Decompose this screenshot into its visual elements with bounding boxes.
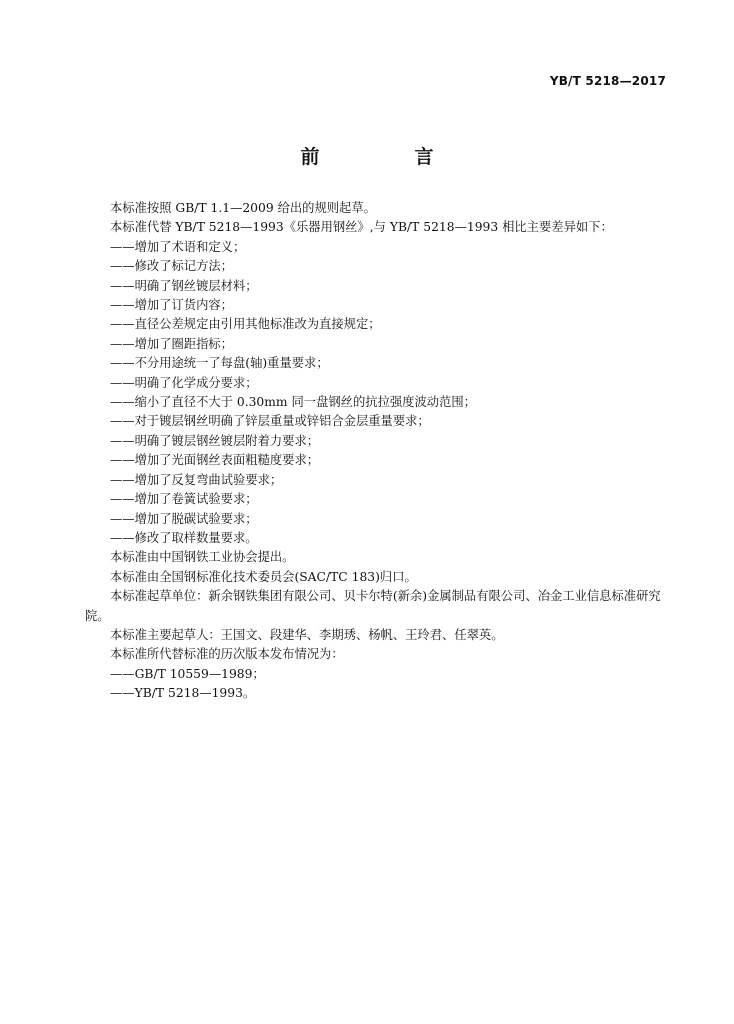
history-item: ——YB/T 5218—1993。: [110, 686, 256, 701]
change-item: ——修改了取样数量要求。: [110, 530, 258, 545]
change-item: ——增加了术语和定义；: [110, 239, 246, 254]
history-list: [85, 665, 667, 704]
change-item: ——不分用途统一了每盘(轴)重量要求；: [110, 356, 329, 371]
paragraph-history-intro: 本标准所代替标准的历次版本发布情况为：: [110, 647, 344, 662]
change-item: ——直径公差规定由引用其他标准改为直接规定；: [110, 317, 381, 332]
change-item: ——增加了反复弯曲试验要求；: [110, 472, 283, 487]
paragraph-drafting-units: 本标准起草单位：新余钢铁集团有限公司、贝卡尔特(新余)金属制品有限公司、冶金工业信息标准研究院。: [85, 589, 661, 623]
paragraph-drafters: 本标准主要起草人：王国文、段建华、李期琇、杨帆、王玲君、任翠英。: [110, 627, 504, 642]
change-item: ——增加了圈距指标；: [110, 336, 233, 351]
paragraph-replacement: 本标准代替 YB/T 5218—1993《乐器用钢丝》,与 YB/T 5218—1993 相比主要差异如下：: [110, 220, 613, 235]
change-item: ——明确了化学成分要求；: [110, 375, 258, 390]
history-item: ——GB/T 10559—1989；: [110, 666, 265, 681]
preface-body: [85, 199, 667, 704]
change-item: ——增加了脱碳试验要求；: [110, 511, 258, 526]
paragraph-drafting-rules: 本标准按照 GB/T 1.1—2009 给出的规则起草。: [110, 201, 376, 215]
change-item: ——增加了卷簧试验要求；: [110, 492, 258, 507]
change-item: ——修改了标记方法；: [110, 259, 233, 274]
paragraph-proposer: 本标准由中国钢铁工业协会提出。: [110, 550, 295, 565]
change-item: ——明确了镀层钢丝镀层附着力要求；: [110, 433, 320, 448]
change-item: ——对于镀层钢丝明确了锌层重量或锌铝合金层重量要求；: [110, 414, 430, 429]
changes-list: [85, 238, 667, 549]
change-item: ——明确了钢丝镀层材料；: [110, 278, 258, 293]
page-title: 前 言: [300, 146, 472, 168]
change-item: ——增加了订货内容；: [110, 298, 233, 313]
standard-code: YB/T 5218—2017: [549, 74, 666, 88]
change-item: ——缩小了直径不大于 0.30mm 同一盘钢丝的抗拉强度波动范围；: [110, 395, 476, 410]
paragraph-committee: 本标准由全国钢标准化技术委员会(SAC/TC 183)归口。: [110, 569, 417, 584]
change-item: ——增加了光面钢丝表面粗糙度要求；: [110, 453, 320, 468]
